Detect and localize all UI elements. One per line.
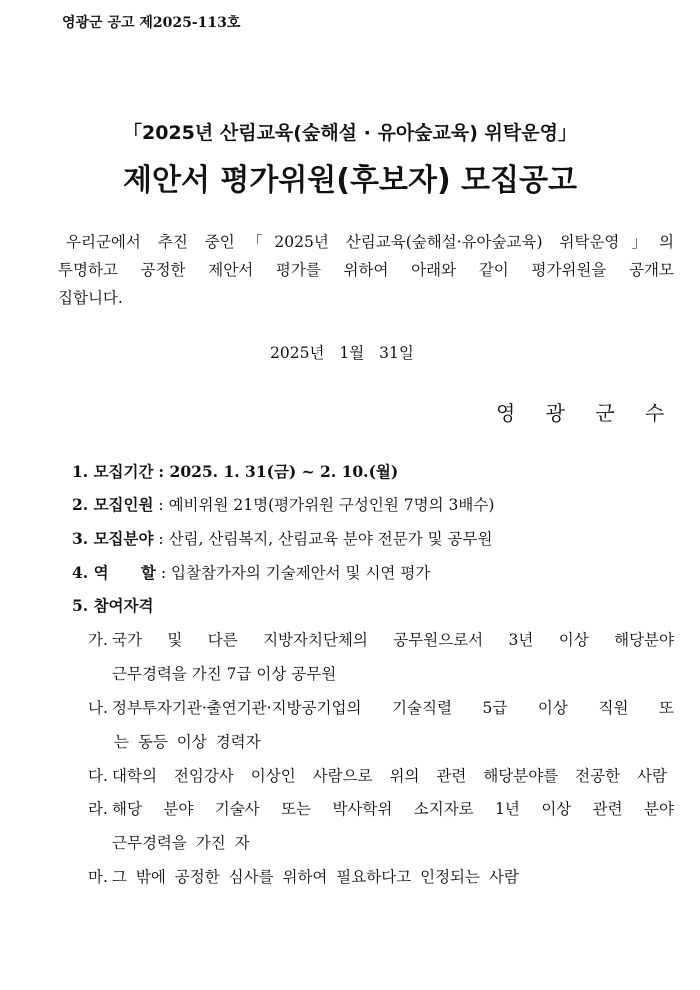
- item-value: : 산림, 산림복지, 산림교육 분야 전문가 및 공무원: [158, 530, 493, 548]
- qualification-line: 정부투자기관·출연기관·지방공기업의 기술직렬 5급 이상 직원 또: [112, 699, 674, 717]
- item-label: 2. 모집인원: [72, 495, 154, 514]
- intro-line-3: 집합니다.: [58, 289, 123, 307]
- list-item: [72, 527, 492, 549]
- intro-line-2: 투명하고 공정한 제안서 평가를 위하여 아래와 같이 평가위원을 공개모: [58, 261, 674, 279]
- qualification-line: 근무경력을 가진 7급 이상 공무원: [112, 665, 337, 683]
- item-value: : 입찰참가자의 기술제안서 및 시연 평가: [160, 564, 431, 582]
- issuer: 영 광 군 수: [496, 401, 677, 425]
- notice-date: 2025년 1월 31일: [270, 344, 414, 362]
- qualification-marker: 나.: [88, 699, 108, 717]
- item-value: : 예비위원 21명(평가위원 구성인원 7명의 3배수): [158, 496, 495, 514]
- qualification-line: 해당 분야 기술사 또는 박사학위 소지자로 1년 이상 관련 분야: [112, 800, 674, 818]
- item-label: 3. 모집분야: [72, 529, 154, 548]
- item-value: : 2025. 1. 31(금) ~ 2. 10.(월): [158, 462, 399, 481]
- qualification-line: 그 밖에 공정한 심사를 위하여 필요하다고 인정되는 사람: [112, 868, 519, 886]
- list-item: [72, 561, 430, 583]
- qualification-line: 국가 및 다른 지방자치단체의 공무원으로서 3년 이상 해당분야: [112, 631, 674, 649]
- item-label: 4. 역 할: [72, 563, 156, 582]
- qualification-line: 는 동등 이상 경력자: [114, 733, 261, 751]
- qualification-marker: 가.: [88, 631, 108, 649]
- page-title: 제안서 평가위원(후보자) 모집공고: [122, 163, 578, 198]
- qualification-marker: 마.: [88, 868, 108, 886]
- list-item: [72, 594, 153, 616]
- intro-line-1: 우리군에서 추진 중인「2025년 산림교육(숲해설·유아숲교육) 위탁운영」의: [66, 233, 674, 251]
- notice-number: 영광군 공고 제2025-113호: [62, 15, 241, 31]
- list-item: [72, 460, 398, 482]
- list-item: [72, 493, 494, 515]
- qualification-line: 근무경력을 가진 자: [112, 834, 250, 852]
- qualification-marker: 다.: [88, 767, 108, 785]
- qualification-marker: 라.: [88, 800, 108, 818]
- qualification-line: 대학의 전임강사 이상인 사람으로 위의 관련 해당분야를 전공한 사람: [112, 767, 667, 785]
- subtitle: 「2025년 산림교육(숲해설 · 유아숲교육) 위탁운영」: [123, 122, 577, 144]
- item-label: 1. 모집기간: [72, 462, 154, 481]
- item-label: 5. 참여자격: [72, 596, 154, 615]
